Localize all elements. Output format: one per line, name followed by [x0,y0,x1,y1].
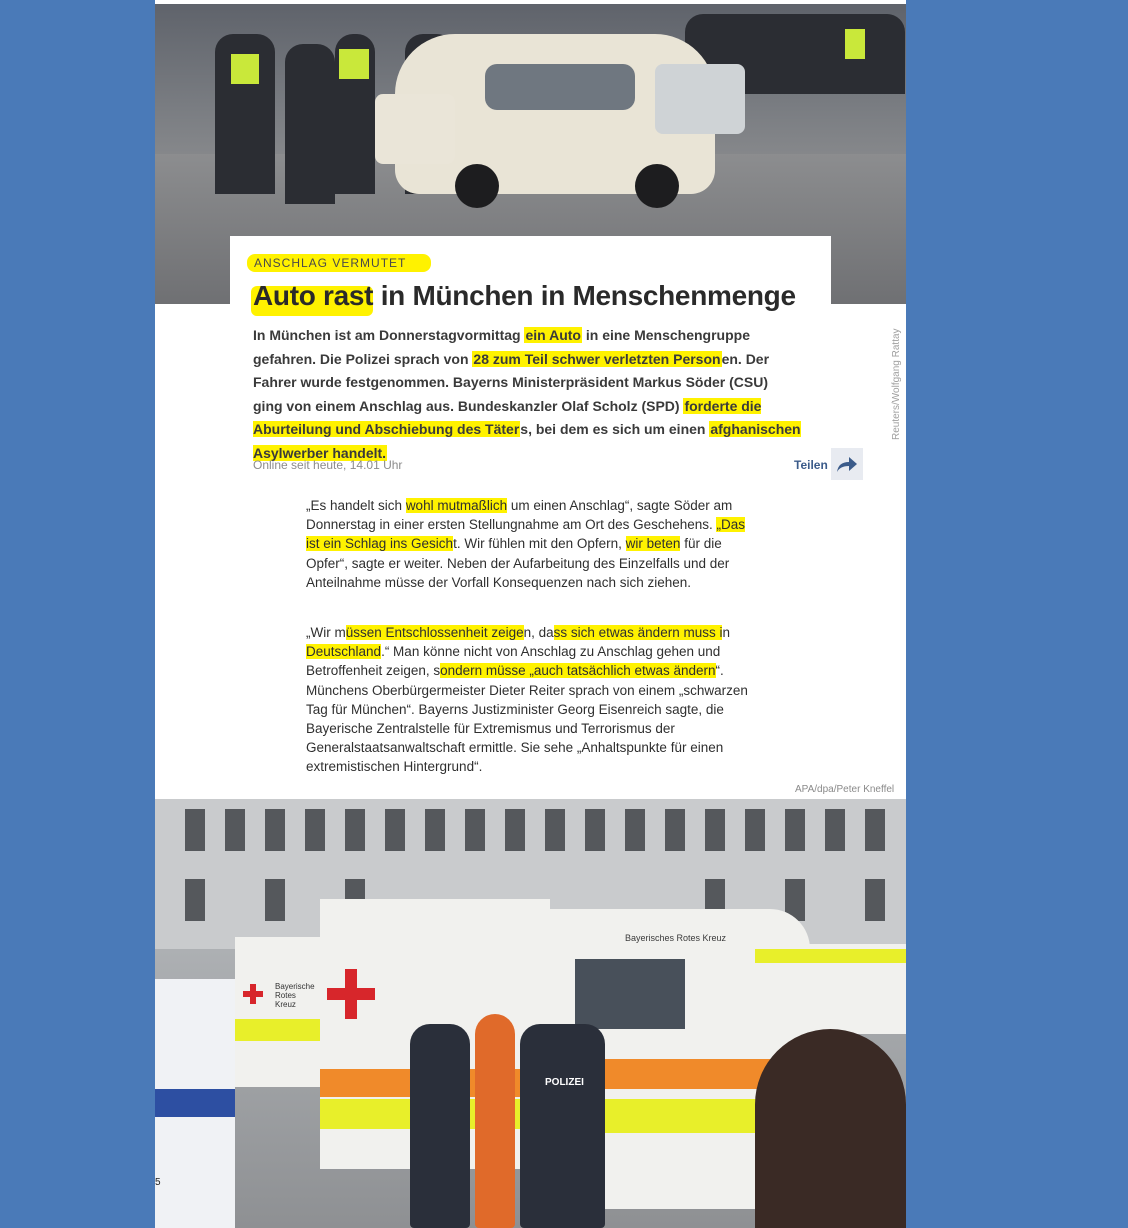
window [265,879,285,921]
title-highlight-text: Auto rast [253,280,381,311]
ambulance-stripe [235,1019,325,1041]
red-cross-icon [243,991,263,997]
window [505,809,525,851]
ambulance-stripe [585,1059,785,1089]
highlighted-text: wohl mutmaßlich [405,498,508,513]
page-title [253,280,796,312]
ambulance-small [235,937,325,1087]
photo-credit-2: APA/dpa/Peter Kneffel [795,784,895,795]
license-plate-digit: 5 [155,1177,161,1188]
window [425,809,445,851]
text-segment: in eine Menschengruppe gefahren. Die Polizei sprach von [253,327,750,367]
person-figure [475,1014,515,1228]
window [825,809,845,851]
highlighted-text: forderte die Aburteilung und Abschiebung des Täter [253,397,762,437]
window [225,809,245,851]
highlighted-text: ein Auto [525,327,581,343]
ambulance-label-line: Kreuz [275,1000,296,1009]
article-page [155,0,906,1228]
highlighted-text: ondern müsse „auch tatsächlich etwas ändern [440,663,716,679]
window [665,809,685,851]
text-segment: n [722,625,730,640]
vest [231,54,259,84]
text-segment: In München ist am Donnerstagvormittag [253,327,525,343]
window [545,809,565,851]
window [865,879,885,921]
police-label: POLIZEI [545,1077,584,1088]
window [865,809,885,851]
online-since: Online seit heute, 14.01 Uhr [253,458,403,472]
highlighted-text: wir beten [625,536,681,552]
article-lead [253,324,801,465]
share-label[interactable]: Teilen [794,458,828,472]
wheel [635,164,679,208]
text-segment: für die Opfer“, sagte er weiter. Neben der Aufarbeitung des Einzelfalls und der Anteilnahme müsse der Vorfall Konsequenzen nach sich ziehen. [306,536,730,590]
text-segment: t. Wir fühlen mit den Opfern, [453,536,626,552]
text-segment: n, da [523,625,554,640]
window [345,809,365,851]
highlighted-text: „Das ist ein Schlag ins Gesich [306,517,745,552]
text-segment: „Es handelt sich [306,498,406,513]
photo-credit: Reuters/Wolfgang Rattay [891,328,902,440]
highlighted-text: afghanischen Asylwerber handelt. [253,421,801,461]
ambulance-label-line: Bayerische [275,982,315,991]
wheel [455,164,499,208]
highlighted-text: üssen Entschlossenheit zeige [345,625,524,640]
window [185,809,205,851]
window [465,809,485,851]
text-segment: en. Der Fahrer wurde festgenommen. Bayerns Ministerpräsident Markus Söder (CSU) ging von einem Anschlag aus. Bundeskanzler Olaf Scholz (SPD) [253,350,770,414]
text-segment: .“ Man könne nicht von Anschlag zu Anschlag gehen und Betroffenheit zeigen, s [306,644,721,679]
windshield [485,64,635,110]
body-paragraph-2 [306,623,762,777]
person-figure [285,44,335,204]
ambulance-stripe [755,949,906,963]
highlighted-text: ss sich etwas ändern muss i [553,625,723,640]
ambulance-window [575,959,685,1029]
window [305,809,325,851]
window [625,809,645,851]
person-figure [410,1024,470,1228]
kicker: ANSCHLAG VERMUTET [254,256,407,270]
window [265,809,285,851]
vest [845,29,865,59]
window [585,809,605,851]
window [185,879,205,921]
police-stripe [155,1089,235,1117]
person-figure [755,1029,906,1228]
vest [339,49,369,79]
car-door [655,64,745,134]
police-officer [520,1024,605,1228]
ambulance-label: Bayerisches Rotes Kreuz [625,933,727,943]
title-rest: in München in Menschenmenge [380,280,796,311]
highlighted-text: 28 zum Teil schwer verletzten Person [473,350,721,367]
text-segment: „Wir m [306,625,346,640]
share-arrow-icon [835,455,859,473]
window [745,809,765,851]
car-door [375,94,455,164]
window [785,809,805,851]
red-cross-icon [327,988,375,1000]
text-segment: s, bei dem es sich um einen [520,421,710,437]
window [705,809,725,851]
ambulance-photo [155,799,906,1228]
ambulance-label-small [275,982,315,1009]
ambulance-label-line: Rotes [275,991,296,1000]
highlighted-text: Deutschland [306,644,382,660]
body-paragraph-1 [306,496,762,592]
text-segment: um einen Anschlag“, sagte Söder am Donnerstag in einer ersten Stellungnahme am Ort des Geschehens. [306,498,733,533]
damaged-car [395,34,715,194]
share-button[interactable] [831,448,863,480]
window [385,809,405,851]
text-segment: “. Münchens Oberbürgermeister Dieter Reiter sprach von einem „schwarzen Tag für München“. Bayerns Justizminister Georg Eisenreich sagte, die Bayerische Zentralstelle für Extremismus und Terrorismus der Generalstaatsanwaltschaft ermittle. Sie sehe „Anhaltspunkte für einen extremistischen Hintergrund“. [306,663,748,775]
